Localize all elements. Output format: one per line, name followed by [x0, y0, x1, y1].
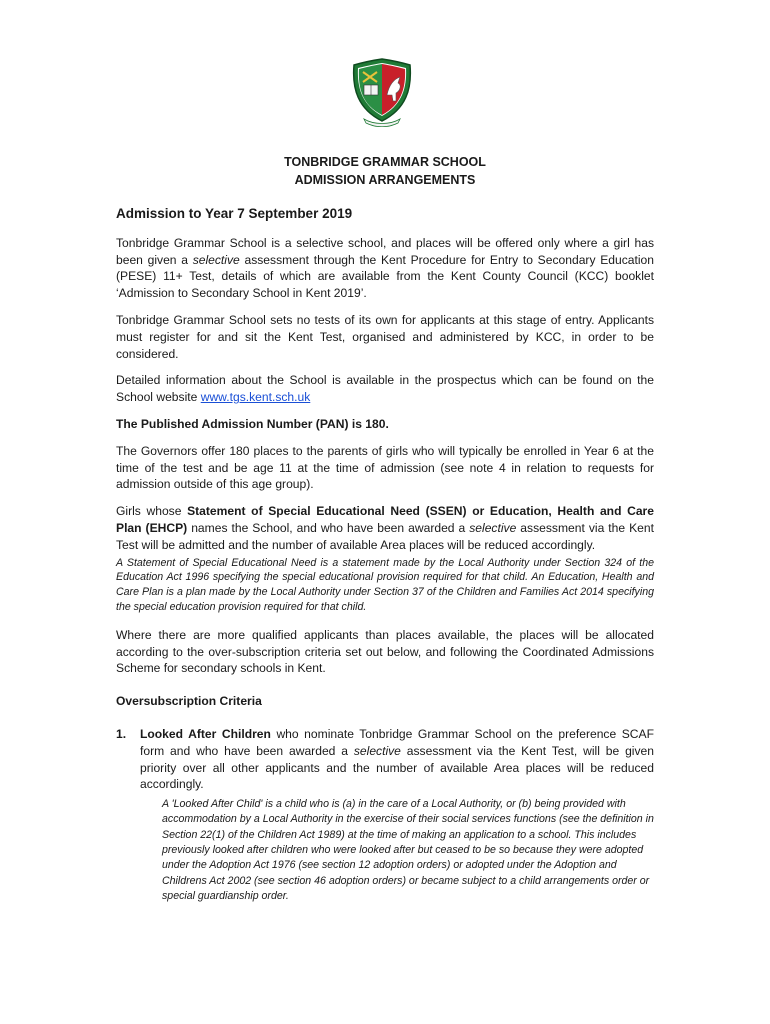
places-paragraph: The Governors offer 180 places to the parents of girls who will typically be enrolled in Year 6 at the time of the test and be age 11 at the time of admission (see note 4 in relation to requests for admission outside of this age group). [116, 443, 654, 492]
ssen-bold: Statement of Special Educational Need (SSEN) or Education, Health and Care Plan (EHCP) [116, 504, 654, 535]
ssen-note: A Statement of Special Educational Need is a statement made by the Local Authority under Section 324 of the Education Act 1996 specifying the special educational provision required for that child. An Education, Health and Care Plan is a plan made by the Local Authority under Section 37 of the Children and Families Act 2014 specifying the special education provision required for that child. [116, 556, 654, 613]
document-title: ADMISSION ARRANGEMENTS [294, 173, 476, 187]
intro-text-a: Tonbridge Grammar School is a selective school, and places will be offered only where a girl has been given a [116, 235, 654, 267]
admission-heading: Admission to Year 7 September 2019 [116, 206, 353, 221]
ssen-text-a: Girls whose [116, 504, 188, 519]
ssen-paragraph [116, 503, 654, 553]
document-body [116, 206, 654, 904]
intro-text-b: assessment through the Kent Procedure for Entry to Secondary Education (PESE) 11+ Test, details of which are available from the Kent County Council (KCC) booklet ‘Admission to Secondary School in Kent 2019’. [116, 252, 654, 301]
ssen-text-c: names the School, and who have been awarded a [187, 520, 470, 535]
ssen-emphasis: selective [469, 520, 517, 535]
document-heading [0, 155, 770, 187]
criterion-number: 1. [116, 726, 127, 741]
intro-paragraph [116, 235, 654, 302]
criterion-text-a: who nominate Tonbridge Grammar School on the preference SCAF form and who have been awarded a [140, 726, 654, 758]
criterion-text-b: assessment via the Kent Test, will be given priority over all other applicants and the number of available Area places will be reduced accordingly. [140, 743, 654, 792]
criterion-note: A 'Looked After Child' is a child who is (a) in the care of a Local Authority, or (b) being provided with accommodation by a Local Authority in the exercise of their social services functions (see the definition in Section 22(1) of the Children Act 1989) at the time of making an application to a school. This includes previously looked after children who were looked after but ceased to be so because they were adopted under the Adoption Act 1976 (see section 12 adoption orders) or adopted under the Adoption and Childrens Act 2002 (see section 46 adoption orders) or became subject to a child arrangements order or special guardianship order. [162, 798, 654, 902]
prospectus-paragraph [116, 372, 654, 406]
criterion-text [140, 726, 654, 793]
pan-heading: The Published Admission Number (PAN) is 180. [116, 416, 389, 431]
prospectus-text: Detailed information about the School is available in the prospectus which can be found on the School website [116, 373, 654, 405]
criterion-item [116, 726, 654, 793]
ssen-text-d: assessment via the Kent Test will be admitted and the number of available Area places will be reduced accordingly. [116, 520, 654, 552]
school-name: TONBRIDGE GRAMMAR SCHOOL [284, 155, 486, 169]
oversubscription-heading: Oversubscription Criteria [116, 694, 262, 709]
criterion-emphasis: selective [353, 743, 401, 758]
tests-paragraph: Tonbridge Grammar School sets no tests of its own for applicants at this stage of entry. Applicants must register for and sit the Kent Test, organised and administered by KCC, in order to be considered. [116, 312, 654, 361]
allocation-paragraph: Where there are more qualified applicants than places available, the places will be allocated according to the over-subscription criteria set out below, and following the Coordinated Admissions Scheme for secondary schools in Kent. [116, 627, 654, 676]
intro-emphasis: selective [192, 252, 240, 267]
school-crest-icon [346, 55, 418, 127]
criterion-bold: Looked After Children [140, 726, 271, 741]
school-website-link[interactable]: www.tgs.kent.sch.uk [200, 390, 311, 405]
